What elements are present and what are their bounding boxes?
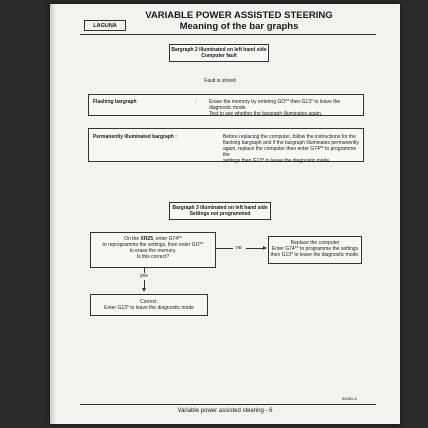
document-reference: 94981-6: [342, 396, 357, 401]
correct-line-1: Correct.: [140, 299, 158, 305]
section1-heading-box: [169, 44, 269, 62]
permanent-bargraph-box: [88, 128, 364, 162]
replace-computer-box: [268, 236, 362, 264]
page-title: [124, 10, 354, 32]
permanent-text-line-3: again, replace the computer then enter G74** to programme the: [223, 146, 357, 158]
question-box: [90, 232, 216, 268]
page-footer: Variable power assisted steering - 6: [177, 408, 273, 414]
question-line-2: to reprogramme the settings, then enter GO**: [102, 242, 204, 248]
question-prefix: On the: [124, 236, 141, 242]
flashing-bargraph-box: [88, 94, 364, 116]
permanent-bargraph-label: Permanently illuminated bargraph :: [93, 134, 177, 140]
yes-arrow-head: [142, 288, 146, 292]
permanent-text-line-2: flashing bargraph and if the bargraph illuminates permanently: [223, 140, 359, 146]
xr25-label: XR25: [140, 236, 153, 242]
question-line-4: Is this correct?: [136, 254, 170, 260]
manual-page: [50, 4, 400, 424]
yes-label: yes: [140, 273, 148, 279]
flashing-colon: :: [195, 99, 197, 105]
section2-heading-line-2: Settings not programmed: [189, 211, 251, 217]
question-suffix: , enter G74**: [153, 236, 182, 242]
permanent-text-line-1: Before replacing the computer, follow the instructions for the: [223, 134, 356, 140]
page-edge: [50, 4, 56, 424]
flashing-text: [209, 99, 361, 117]
question-line-3: to erase the memory.: [129, 248, 177, 254]
no-arrow-head: [263, 246, 267, 250]
replace-line-3: then G13* to leave the diagnostic mode.: [270, 252, 360, 258]
fault-stored-label: Fault is stored: [204, 78, 236, 84]
section1-heading-line-1: Bargraph 2 illuminated on left hand side: [171, 47, 267, 53]
correct-line-2: Enter G13* to leave the diagnostic mode: [104, 305, 194, 311]
no-label: no: [236, 245, 242, 251]
section2-heading-box: [169, 202, 271, 220]
no-connector-line-b: [246, 248, 264, 249]
no-connector-line-a: [215, 248, 233, 249]
section1-heading-line-2: Computer fault: [201, 53, 237, 59]
correct-box: [90, 294, 208, 316]
section2-heading-line-1: Bargraph 3 illuminated on left hand side: [172, 205, 268, 211]
title-rule: [80, 34, 376, 35]
permanent-text: [223, 134, 361, 164]
brand-label: LAGUNA: [93, 22, 117, 29]
replace-line-1: Replace the computer: [290, 240, 340, 246]
title-line-1: VARIABLE POWER ASSISTED STEERING: [145, 10, 333, 21]
flashing-text-line-2: Test to see whether the bargraph illuminates again.: [209, 111, 323, 117]
title-line-2: Meaning of the bar graphs: [179, 21, 299, 32]
permanent-text-line-4: settings then G13* to leave the diagnostic mode.: [223, 158, 331, 164]
flashing-text-line-1: Erase the memory by entering GO** then G13* to leave the diagnostic mode.: [209, 99, 341, 111]
brand-box: [84, 20, 126, 31]
footer-rule: [80, 404, 376, 405]
replace-line-2: Enter G74** to programme the settings: [271, 246, 359, 252]
flashing-bargraph-label: Flashing bargraph: [93, 99, 137, 105]
